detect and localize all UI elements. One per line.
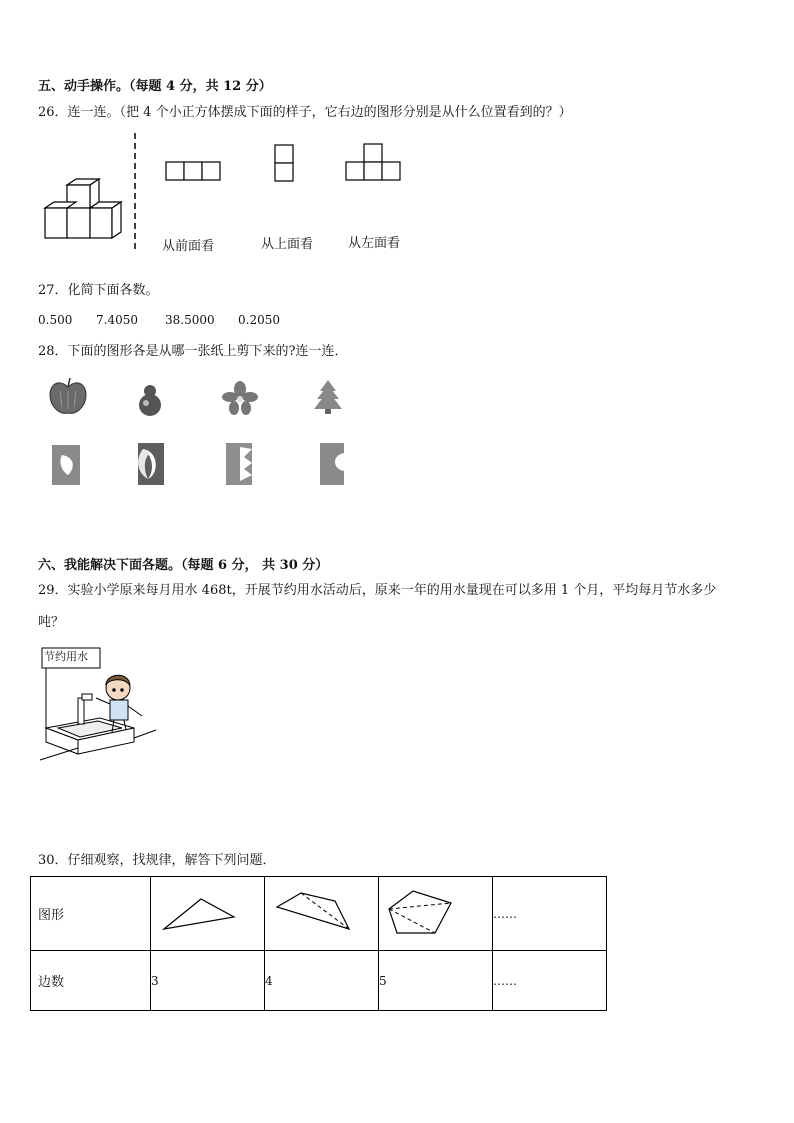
number-4: 0.2050: [238, 313, 280, 327]
pentagon-cell: [379, 877, 493, 951]
triangle-icon: [151, 887, 264, 937]
front-view-shape: [166, 162, 220, 180]
section-6-title: 六、我能解决下面各题。（每题 6 分， 共 30 分）: [38, 558, 329, 573]
sink-icon: [46, 718, 134, 754]
paper-zigzag-cutout-icon: [226, 443, 252, 485]
flower-icon: [222, 381, 258, 415]
row-label-sides: 边数: [31, 951, 151, 1011]
question-26-text: 26．连一连。（把 4 个小正方体摆成下面的样子，它右边的图形分别是从什么位置看到的？）: [38, 105, 572, 120]
q28-figure: [40, 375, 370, 495]
view-label-front: 从前面看: [162, 239, 215, 254]
pentagon-icon: [379, 887, 492, 937]
paper-leaf-cutout-icon: [52, 445, 80, 485]
table-row: [31, 951, 607, 1011]
question-28-text: 28．下面的图形各是从哪一张纸上剪下来的?连一连．: [38, 344, 348, 359]
number-3: 38.5000: [165, 313, 215, 327]
triangle-cell: [151, 877, 265, 951]
tree-icon: [314, 380, 342, 414]
pattern-table: [30, 876, 607, 1011]
view-label-left: 从左面看: [348, 236, 401, 251]
sides-value-1: 3: [151, 951, 265, 1011]
number-2: 7.4050: [96, 313, 138, 327]
top-view-shape: [275, 145, 293, 181]
view-label-top: 从上面看: [261, 237, 314, 252]
gourd-icon: [139, 385, 161, 416]
quadrilateral-icon: [265, 887, 378, 937]
section-5-title: 五、动手操作。（每题 4 分，共 12 分）: [38, 79, 272, 94]
cube-stack-icon: [45, 179, 121, 238]
quadrilateral-cell: [265, 877, 379, 951]
sides-value-2: 4: [265, 951, 379, 1011]
sides-ellipsis: ……: [493, 951, 607, 1011]
shape-ellipsis: ……: [493, 877, 607, 951]
question-29-line2: 吨？: [38, 615, 65, 630]
paper-round-cutout-icon: [320, 443, 344, 485]
table-row: [31, 877, 607, 951]
question-27-text: 27．化简下面各数。: [38, 283, 159, 298]
question-30-text: 30．仔细观察，找规律，解答下列问题．: [38, 853, 276, 868]
row-label-shape: 图形: [31, 877, 151, 951]
paper-moon-cutout-icon: [138, 443, 164, 485]
sides-value-3: 5: [379, 951, 493, 1011]
question-29-line1: 29．实验小学原来每月用水 468t，开展节约用水活动后，原来一年的用水量现在可以多用 1 个月，平均每月节水多少: [38, 583, 717, 598]
number-1: 0.500: [38, 313, 73, 327]
sign-text: 节约用水: [44, 650, 88, 663]
apple-icon: [50, 378, 86, 413]
left-view-shape: [346, 144, 400, 180]
